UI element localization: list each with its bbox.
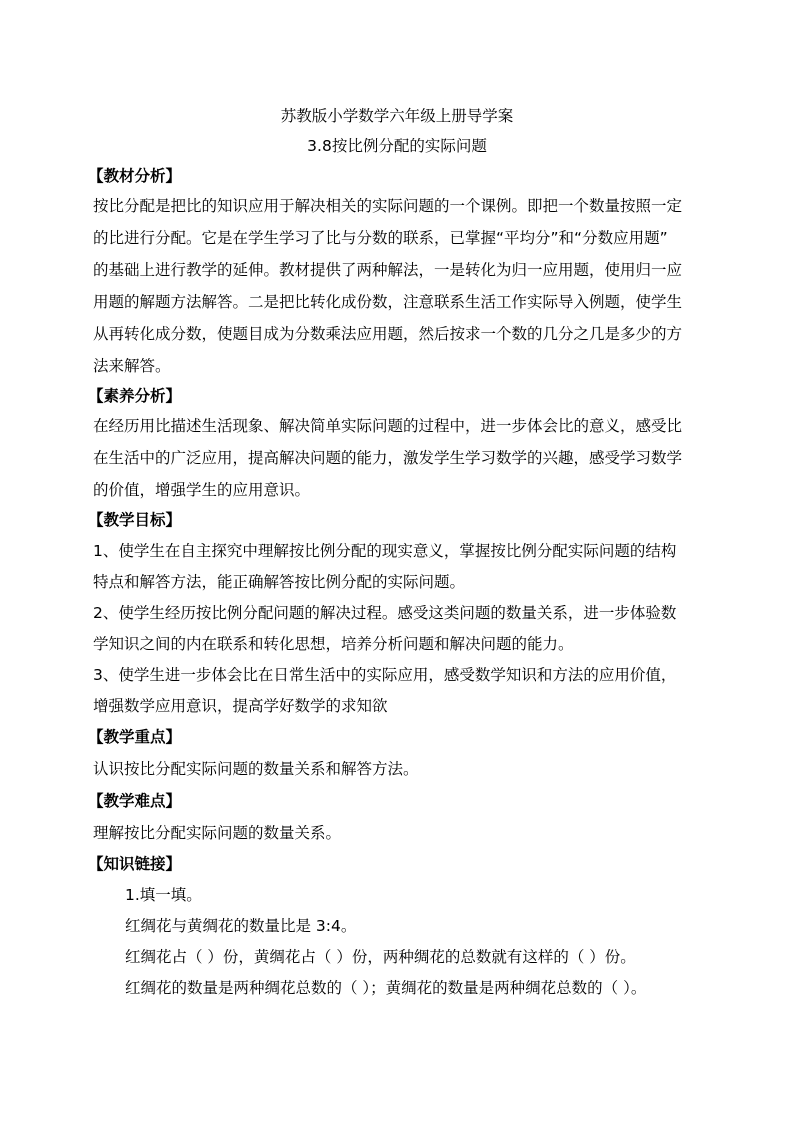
heading-teaching-key-points: 【教学重点】 (88, 728, 182, 746)
material-line-5: 从再转化成分数，使题目成为分数乘法应用题，然后按求一个数的几分之几是多少的方 (93, 325, 683, 343)
goals-line-4: 学知识之间的内在联系和转化思想，培养分析问题和解决问题的能力。 (93, 635, 574, 653)
literacy-line-1: 在经历用比描述生活现象、解决简单实际问题的过程中，进一步体会比的意义，感受比 (93, 417, 683, 435)
goals-line-2: 特点和解答方法，能正确解答按比例分配的实际问题。 (93, 573, 466, 591)
goals-line-3: 2、使学生经历按比例分配问题的解决过程。感受这类问题的数量关系，进一步体验数 (93, 604, 677, 622)
lesson-title: 3.8按比例分配的实际问题 (307, 137, 487, 155)
difficulty-line-1: 理解按比分配实际问题的数量关系。 (93, 824, 342, 842)
document-title: 苏教版小学数学六年级上册导学案 (280, 107, 514, 125)
material-line-1: 按比分配是把比的知识应用于解决相关的实际问题的一个课例。即把一个数量按照一定 (93, 197, 683, 215)
heading-material-analysis: 【教材分析】 (88, 167, 182, 185)
material-line-2: 的比进行分配。它是在学生学习了比与分数的联系，已掌握“平均分”和“分数应用题” (93, 229, 668, 247)
link-line-1: 1.填一填。 (125, 886, 202, 904)
heading-knowledge-link: 【知识链接】 (88, 855, 182, 873)
goals-line-1: 1、使学生在自主探究中理解按比例分配的现实意义，掌握按比例分配实际问题的结构 (93, 542, 677, 560)
link-line-3: 红绸花占（ ）份，黄绸花占（ ）份，两种绸花的总数就有这样的（ ）份。 (125, 948, 636, 966)
material-line-6: 法来解答。 (93, 357, 171, 375)
heading-teaching-difficulties: 【教学难点】 (88, 792, 182, 810)
key-line-1: 认识按比分配实际问题的数量关系和解答方法。 (93, 760, 419, 778)
heading-teaching-goals: 【教学目标】 (88, 511, 182, 529)
material-line-3: 的基础上进行教学的延伸。教材提供了两种解法，一是转化为归一应用题，使用归一应 (93, 261, 683, 279)
goals-line-5: 3、使学生进一步体会比在日常生活中的实际应用，感受数学知识和方法的应用价值， (93, 666, 677, 684)
heading-literacy-analysis: 【素养分析】 (88, 387, 182, 405)
goals-line-6: 增强数学应用意识，提高学好数学的求知欲 (93, 697, 388, 715)
literacy-line-3: 的价值，增强学生的应用意识。 (93, 481, 311, 499)
literacy-line-2: 在生活中的广泛应用，提高解决问题的能力，激发学生学习数学的兴趣，感受学习数学 (93, 449, 683, 467)
link-line-4: 红绸花的数量是两种绸花总数的（ ）；黄绸花的数量是两种绸花总数的（ ）。 (125, 979, 647, 997)
link-line-2: 红绸花与黄绸花的数量比是 3:4。 (125, 917, 357, 935)
material-line-4: 用题的解题方法解答。二是把比转化成份数，注意联系生活工作实际导入例题，使学生 (93, 293, 683, 311)
